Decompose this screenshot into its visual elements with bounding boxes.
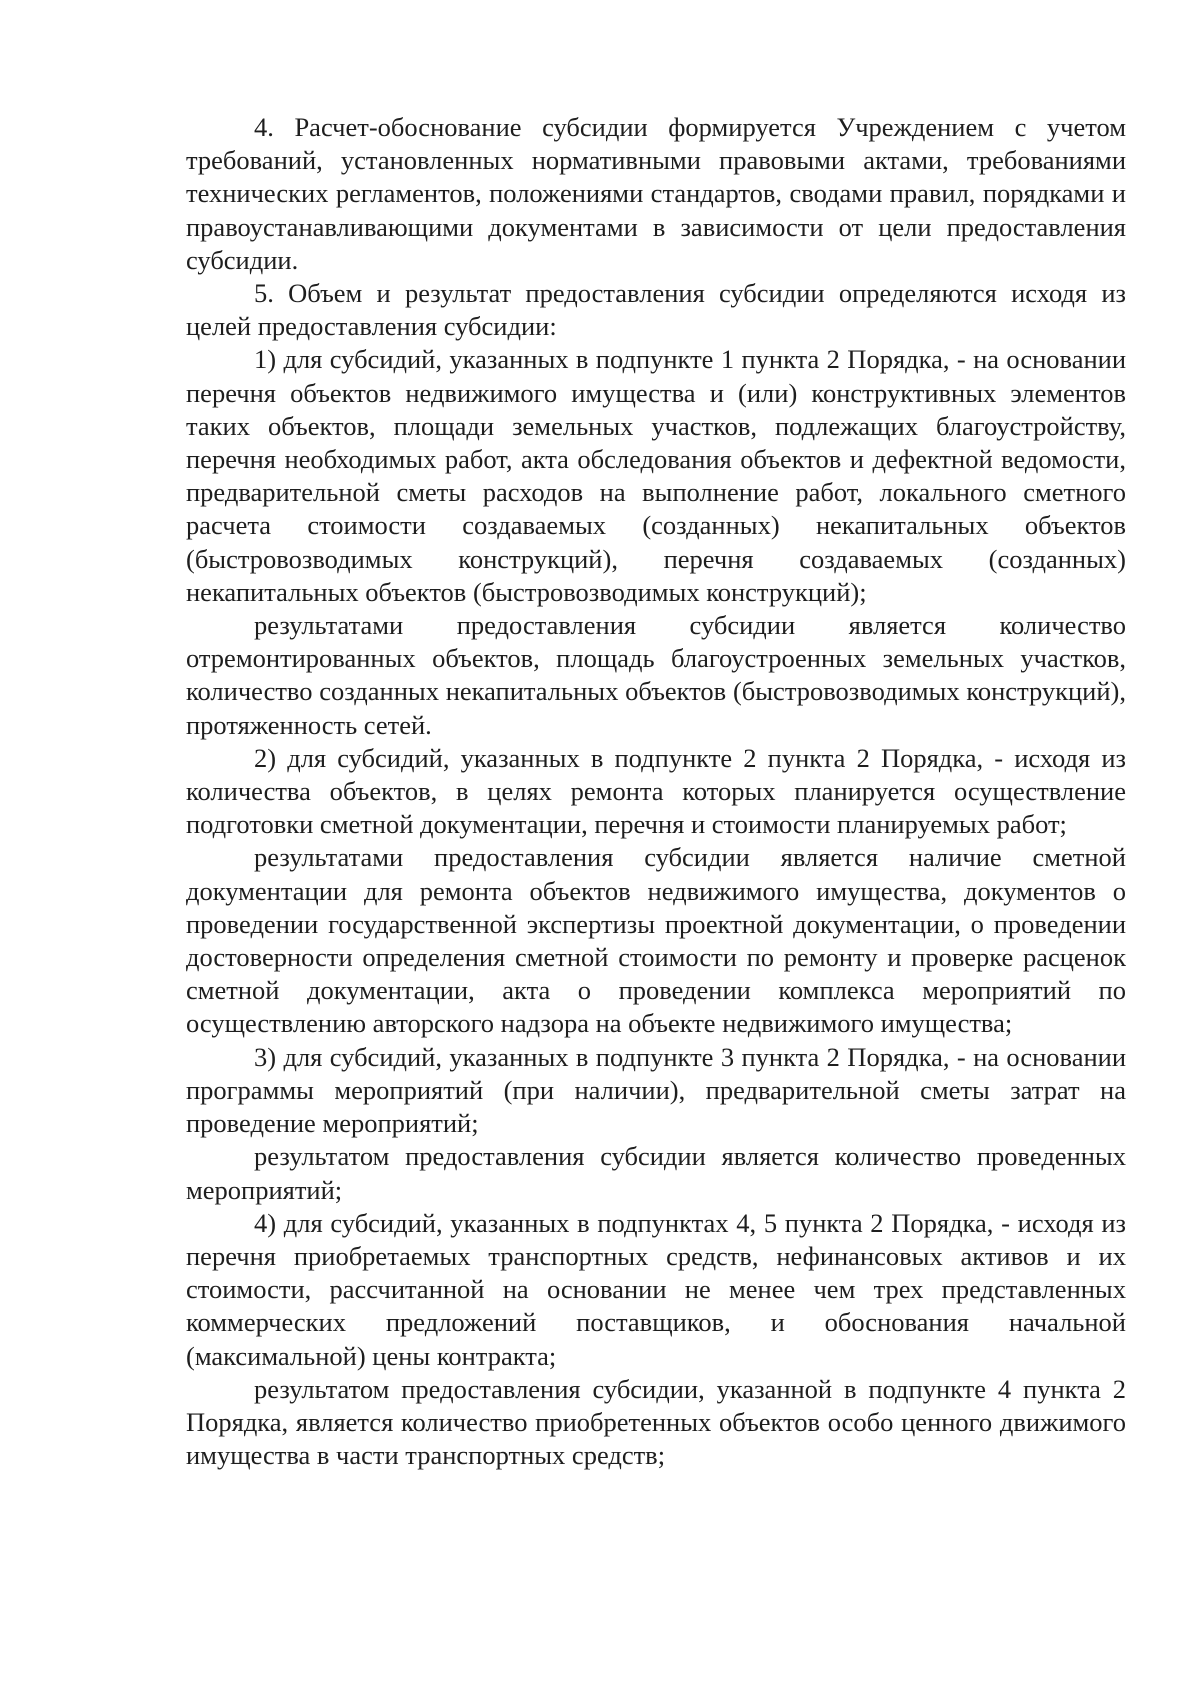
subitem-3-basis: 3) для субсидий, указанных в подпункте 3 пункта 2 Порядка, - на основании программы мероприятий (при наличии), предварительной сметы затрат на проведение мероприятий; — [186, 1041, 1126, 1139]
subitem-4-basis: 4) для субсидий, указанных в подпунктах 4, 5 пункта 2 Порядка, - исходя из перечня приобретаемых транспортных средств, нефинансовых активов и их стоимости, рассчитанной на основании не менее чем трех представленных коммерческих предложений поставщиков, и обоснования начальной (максимальной) цены контракта; — [186, 1207, 1126, 1371]
paragraph-5-volume-and-result: 5. Объем и результат предоставления субсидии определяются исходя из целей предоставления субсидии: — [186, 278, 1126, 342]
subitem-2-basis: 2) для субсидий, указанных в подпункте 2 пункта 2 Порядка, - исходя из количества объектов, в целях ремонта которых планируется осуществление подготовки сметной документации, перечня и стоимости планируемых работ; — [186, 742, 1126, 840]
subitem-1-results: результатами предоставления субсидии является количество отремонтированных объектов, площадь благоустроенных земельных участков, количество созданных некапитальных объектов (быстровозводимых конструкций), протяженность сетей. — [186, 610, 1126, 740]
subitem-4-results: результатом предоставления субсидии, указанной в подпункте 4 пункта 2 Порядка, является количество приобретенных объектов особо ценного движимого имущества в части транспортных средств; — [186, 1373, 1126, 1471]
subitem-1-basis: 1) для субсидий, указанных в подпункте 1 пункта 2 Порядка, - на основании перечня объектов недвижимого имущества и (или) конструктивных элементов таких объектов, площади земельных участков, подлежащих благоустройству, перечня необходимых работ, акта обследования объектов и дефектной ведомости, предварительной сметы расходов на выполнение работ, локального сметного расчета стоимости создаваемых (созданных) некапитальных объектов (быстровозводимых конструкций), перечня создаваемых (созданных) некапитальных объектов (быстровозводимых конструкций); — [186, 344, 1126, 607]
subitem-3-results: результатом предоставления субсидии является количество проведенных мероприятий; — [186, 1141, 1126, 1205]
paragraph-4-calculation: 4. Расчет-обоснование субсидии формируется Учреждением с учетом требований, установленных нормативными правовыми актами, требованиями технических регламентов, положениями стандартов, сводами правил, порядками и правоустанавливающими документами в зависимости от цели предоставления субсидии. — [186, 112, 1126, 275]
subitem-2-results: результатами предоставления субсидии является наличие сметной документации для ремонта объектов недвижимого имущества, документов о проведении государственной экспертизы проектной документации, о проведении достоверности определения сметной стоимости по ремонту и проверке расценок сметной документации, акта о проведении комплекса мероприятий по осуществлению авторского надзора на объекте недвижимого имущества; — [186, 842, 1126, 1039]
document-body — [186, 111, 1126, 1472]
